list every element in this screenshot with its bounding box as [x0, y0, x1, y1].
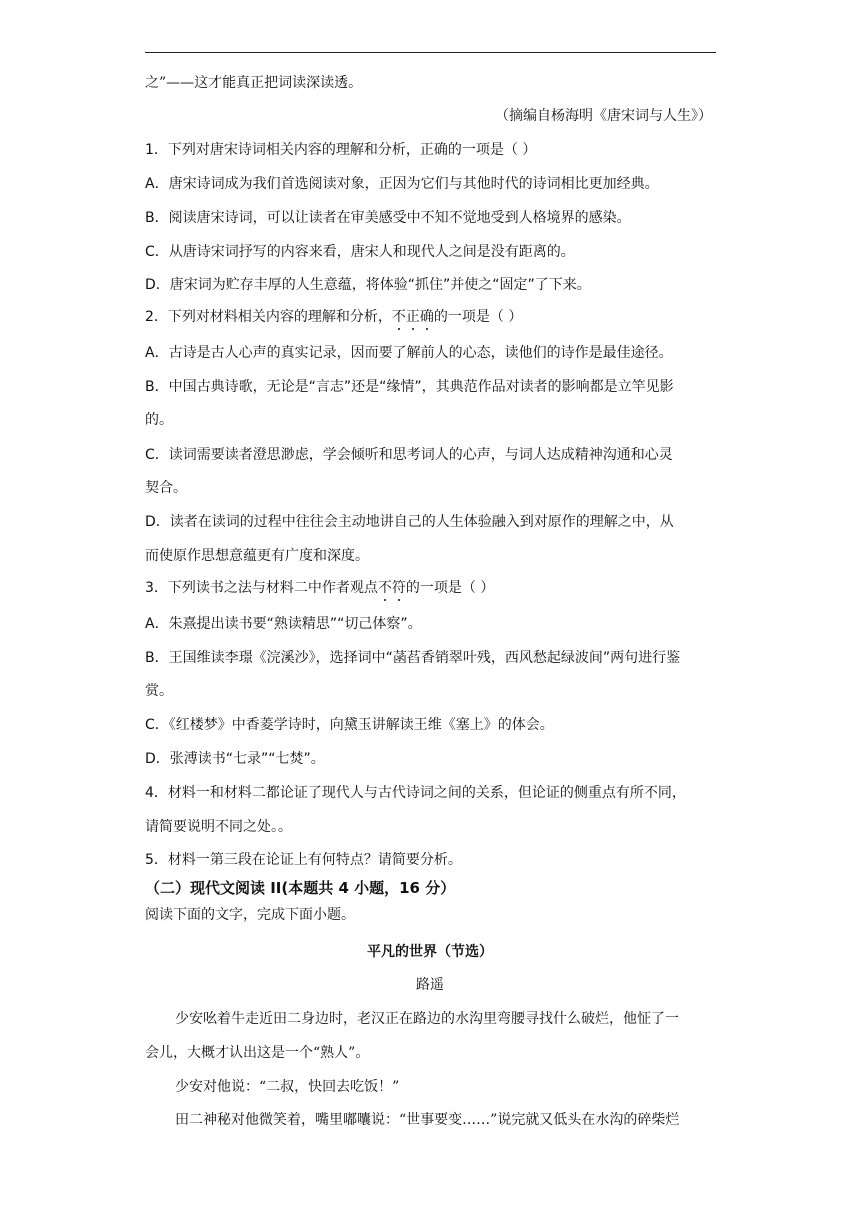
header-rule — [145, 52, 716, 53]
emphasis-char: 符 — [391, 580, 406, 596]
question-1-option-a: A．唐宋诗词成为我们首选阅读对象，正因为它们与其他时代的诗词相比更加经典。 — [145, 176, 659, 192]
question-2-stem: 2．下列对材料相关内容的理解和分析，不正确的一项是（ ） — [145, 309, 523, 325]
question-3-option-d: D．张溥读书“七录”“七焚”。 — [145, 751, 325, 767]
passage-author: 路遥 — [416, 977, 444, 993]
question-3-option-b: B．王国维读李璟《浣溪沙》，选择词中“菡萏香销翠叶残，西风愁起绿波间”两句进行鉴 — [145, 650, 681, 666]
question-2-option-c-cont: 契合。 — [145, 480, 187, 496]
question-2-option-b-cont: 的。 — [145, 412, 173, 428]
section-instruction: 阅读下面的文字，完成下面小题。 — [145, 907, 355, 923]
emphasis-char: 确 — [419, 309, 434, 325]
passage-title: 平凡的世界（节选） — [367, 944, 493, 960]
question-2-option-d: D．读者在读词的过程中往往会主动地讲自己的人生体验融入到对原作的理解之中，从 — [145, 514, 674, 530]
question-2-option-d-cont: 而使原作思想意蕴更有广度和深度。 — [145, 548, 369, 564]
passage-paragraph: 田二神秘对他微笑着，嘴里嘟囔说：“世事要变……”说完就又低头在水沟的碎柴烂 — [175, 1112, 680, 1128]
question-1-option-d: D．唐宋词为贮存丰厚的人生意蕴，将体验“抓住”并使之“固定”了下来。 — [145, 277, 591, 293]
question-3-option-c: C．《红楼梦》中香菱学诗时，向黛玉讲解读王维《塞上》的体会。 — [145, 717, 554, 733]
passage-paragraph: 少安吆着牛走近田二身边时，老汉正在路边的水沟里弯腰寻找什么破烂，他怔了一 — [175, 1011, 679, 1027]
source-citation: （摘编自杨海明《唐宋词与人生》） — [495, 108, 712, 124]
question-2-option-b: B．中国古典诗歌，无论是“言志”还是“缘情”，其典范作品对读者的影响都是立竿见影 — [145, 379, 674, 395]
emphasis-char: 正 — [405, 309, 420, 325]
question-3-option-a: A．朱熹提出读书要“熟读精思”“切己体察”。 — [145, 616, 422, 632]
question-3-stem: 3．下列读书之法与材料二中作者观点不符的一项是（ ） — [145, 580, 495, 596]
question-5-stem: 5．材料一第三段在论证上有何特点？请简要分析。 — [145, 852, 462, 868]
question-2-option-a: A．古诗是古人心声的真实记录，因而要了解前人的心态，读他们的诗作是最佳途径。 — [145, 345, 673, 361]
section-heading: （二）现代文阅读 II(本题共 4 小题，16 分） — [145, 879, 456, 897]
question-3-option-b-cont: 赏。 — [145, 683, 173, 699]
emphasis-char: 不 — [391, 309, 406, 325]
passage-paragraph-cont: 会儿，大概才认出这是一个“熟人”。 — [145, 1045, 370, 1061]
question-2-option-c: C．读词需要读者澄思渺虑，学会倾听和思考词人的心声，与词人达成精神沟通和心灵 — [145, 447, 673, 463]
continuation-text: 之”——这才能真正把词读深读透。 — [145, 75, 363, 91]
question-4-stem: 4．材料一和材料二都论证了现代人与古代诗词之间的关系，但论证的侧重点有所不同， — [145, 785, 686, 801]
question-4-stem-cont: 请简要说明不同之处。。 — [145, 819, 292, 835]
passage-paragraph: 少安对他说：“二叔，快回去吃饭！” — [175, 1079, 400, 1095]
question-1-option-b: B．阅读唐宋诗词，可以让读者在审美感受中不知不觉地受到人格境界的感染。 — [145, 210, 631, 226]
question-1-stem: 1．下列对唐宋诗词相关内容的理解和分析，正确的一项是（ ） — [145, 142, 537, 158]
question-1-option-c: C．从唐诗宋词抒写的内容来看，唐宋人和现代人之间是没有距离的。 — [145, 244, 575, 260]
emphasis-char: 不 — [377, 580, 392, 596]
